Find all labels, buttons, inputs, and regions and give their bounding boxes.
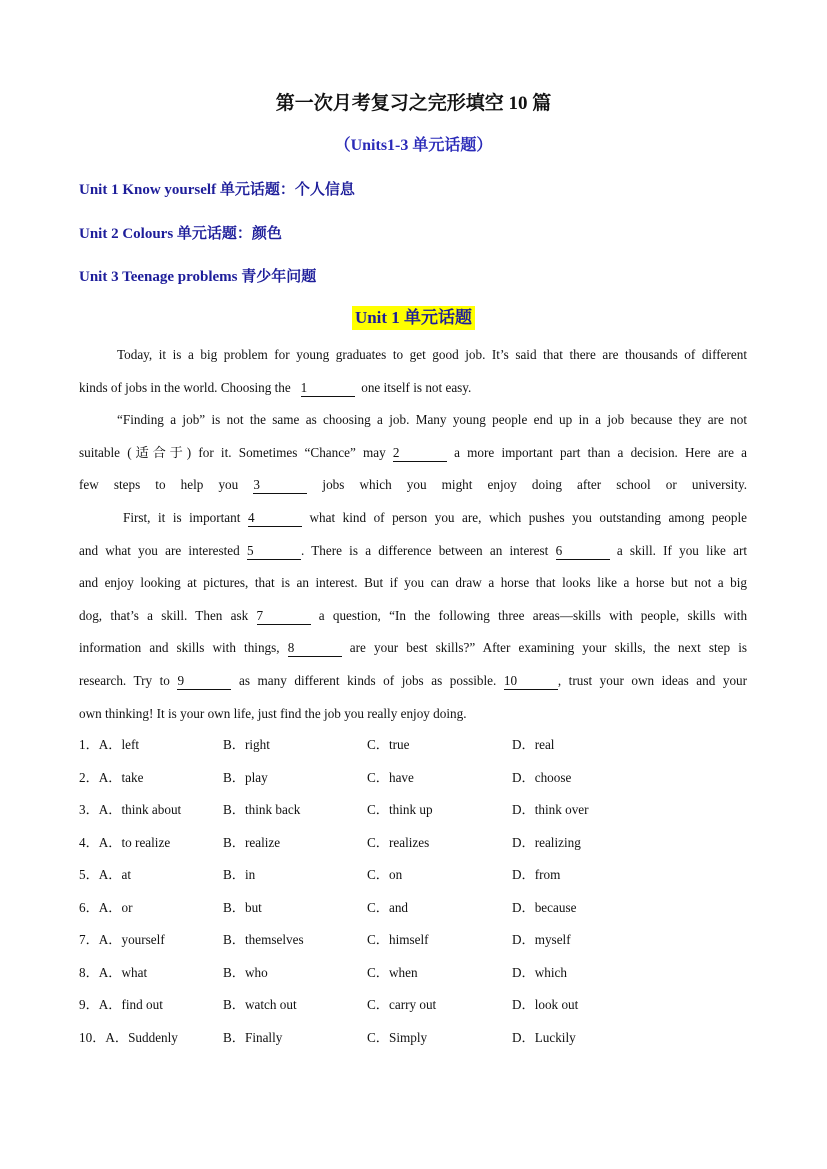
option-c[interactable]: C．and [367, 900, 409, 915]
option-c[interactable]: C．when [367, 965, 418, 980]
blank-5[interactable]: 5 [247, 543, 301, 560]
option-a[interactable]: 2．A．take [79, 770, 144, 785]
passage [79, 339, 747, 730]
passage-line: research. Try to 9 as many different kinds of jobs as possible. 10 , trust your own ideas and your [79, 672, 748, 688]
option-d[interactable]: D．choose [512, 770, 572, 785]
option-b[interactable]: B．right [223, 737, 270, 752]
blank-7[interactable]: 7 [257, 608, 311, 625]
option-c[interactable]: C．have [367, 770, 414, 785]
option-b[interactable]: B．Finally [223, 1030, 283, 1045]
blank-3[interactable]: 3 [253, 477, 307, 494]
option-a[interactable]: 7．A．yourself [79, 932, 165, 947]
option-d[interactable]: D．Luckily [512, 1030, 576, 1045]
unit-2-topic: Unit 2 Colours 单元话题：颜色 [79, 226, 282, 242]
blank-1[interactable]: 1 [301, 380, 355, 397]
passage-line: kinds of jobs in the world. Choosing the 1 one itself is not easy. [79, 379, 472, 395]
blank-2[interactable]: 2 [393, 445, 447, 462]
option-c[interactable]: C．Simply [367, 1030, 428, 1045]
option-c[interactable]: C．think up [367, 802, 433, 817]
question-6-options [79, 898, 759, 918]
section-heading: Unit 1 单元话题 [352, 306, 475, 330]
question-7-options [79, 930, 759, 950]
option-b[interactable]: B．think back [223, 802, 301, 817]
question-4-options [79, 833, 759, 853]
blank-8[interactable]: 8 [288, 640, 342, 657]
question-9-options [79, 995, 759, 1015]
question-10-options [79, 1028, 759, 1048]
page-title: 第一次月考复习之完形填空 10 篇 [275, 93, 552, 114]
option-d[interactable]: D．myself [512, 932, 571, 947]
passage-line: few steps to help you 3 jobs which you might enjoy doing after school or university. [79, 477, 748, 493]
passage-line: “Finding a job” is not the same as choosing a job. Many young people end up in a job because they are not [117, 412, 747, 428]
unit-3-topic: Unit 3 Teenage problems 青少年问题 [79, 269, 317, 285]
passage-line: and enjoy looking at pictures, that is an interest. But if you can draw a horse that looks like a horse but not a big [79, 575, 747, 591]
option-d[interactable]: D．look out [512, 997, 579, 1012]
option-d[interactable]: D．real [512, 737, 555, 752]
option-b[interactable]: B．who [223, 965, 268, 980]
option-a[interactable]: 6．A．or [79, 900, 133, 915]
passage-line: Today, it is a big problem for young graduates to get good job. It’s said that there are thousands of different [117, 347, 747, 362]
blank-10[interactable]: 10 [504, 673, 558, 690]
blank-9[interactable]: 9 [177, 673, 231, 690]
option-c[interactable]: C．himself [367, 932, 429, 947]
option-a[interactable]: 5．A．at [79, 867, 132, 882]
option-d[interactable]: D．because [512, 900, 577, 915]
option-c[interactable]: C．carry out [367, 997, 437, 1012]
option-d[interactable]: D．realizing [512, 835, 581, 850]
blank-6[interactable]: 6 [556, 543, 610, 560]
option-c[interactable]: C．realizes [367, 835, 430, 850]
passage-line: First, it is important 4 what kind of person you are, which pushes you outstanding among people [123, 509, 748, 525]
passage-line: and what you are interested 5 . There is a difference between an interest 6 a skill. If you like art [79, 542, 748, 558]
page-subtitle: （Units1-3 单元话题） [334, 137, 493, 154]
question-2-options [79, 768, 759, 788]
question-5-options [79, 865, 759, 885]
option-b[interactable]: B．realize [223, 835, 281, 850]
option-d[interactable]: D．which [512, 965, 567, 980]
option-d[interactable]: D．from [512, 867, 561, 882]
passage-line: suitable (适合于) for it. Sometimes “Chance” may 2 a more important part than a decision. Here are a [79, 444, 748, 460]
option-c[interactable]: C．true [367, 737, 410, 752]
option-b[interactable]: B．in [223, 867, 256, 882]
option-a[interactable]: 10．A．Suddenly [79, 1030, 178, 1045]
blank-4[interactable]: 4 [248, 510, 302, 527]
option-b[interactable]: B．but [223, 900, 262, 915]
option-c[interactable]: C．on [367, 867, 403, 882]
option-a[interactable]: 4．A．to realize [79, 835, 171, 850]
passage-line: own thinking! It is your own life, just find the job you really enjoy doing. [79, 705, 467, 721]
option-a[interactable]: 9．A．find out [79, 997, 163, 1012]
passage-line: information and skills with things, 8 are your best skills?” After examining your skills, the next step is [79, 640, 747, 656]
option-b[interactable]: B．watch out [223, 997, 297, 1012]
unit-1-topic: Unit 1 Know yourself 单元话题：个人信息 [79, 182, 355, 198]
question-3-options [79, 800, 759, 820]
option-b[interactable]: B．themselves [223, 932, 304, 947]
passage-line: dog, that’s a skill. Then ask 7 a question, “In the following three areas—skills with people, skills with [79, 607, 748, 623]
option-a[interactable]: 3．A．think about [79, 802, 182, 817]
option-d[interactable]: D．think over [512, 802, 589, 817]
question-8-options [79, 963, 759, 983]
option-a[interactable]: 1．A．left [79, 737, 140, 752]
option-a[interactable]: 8．A．what [79, 965, 148, 980]
question-1-options [79, 735, 759, 755]
option-b[interactable]: B．play [223, 770, 268, 785]
